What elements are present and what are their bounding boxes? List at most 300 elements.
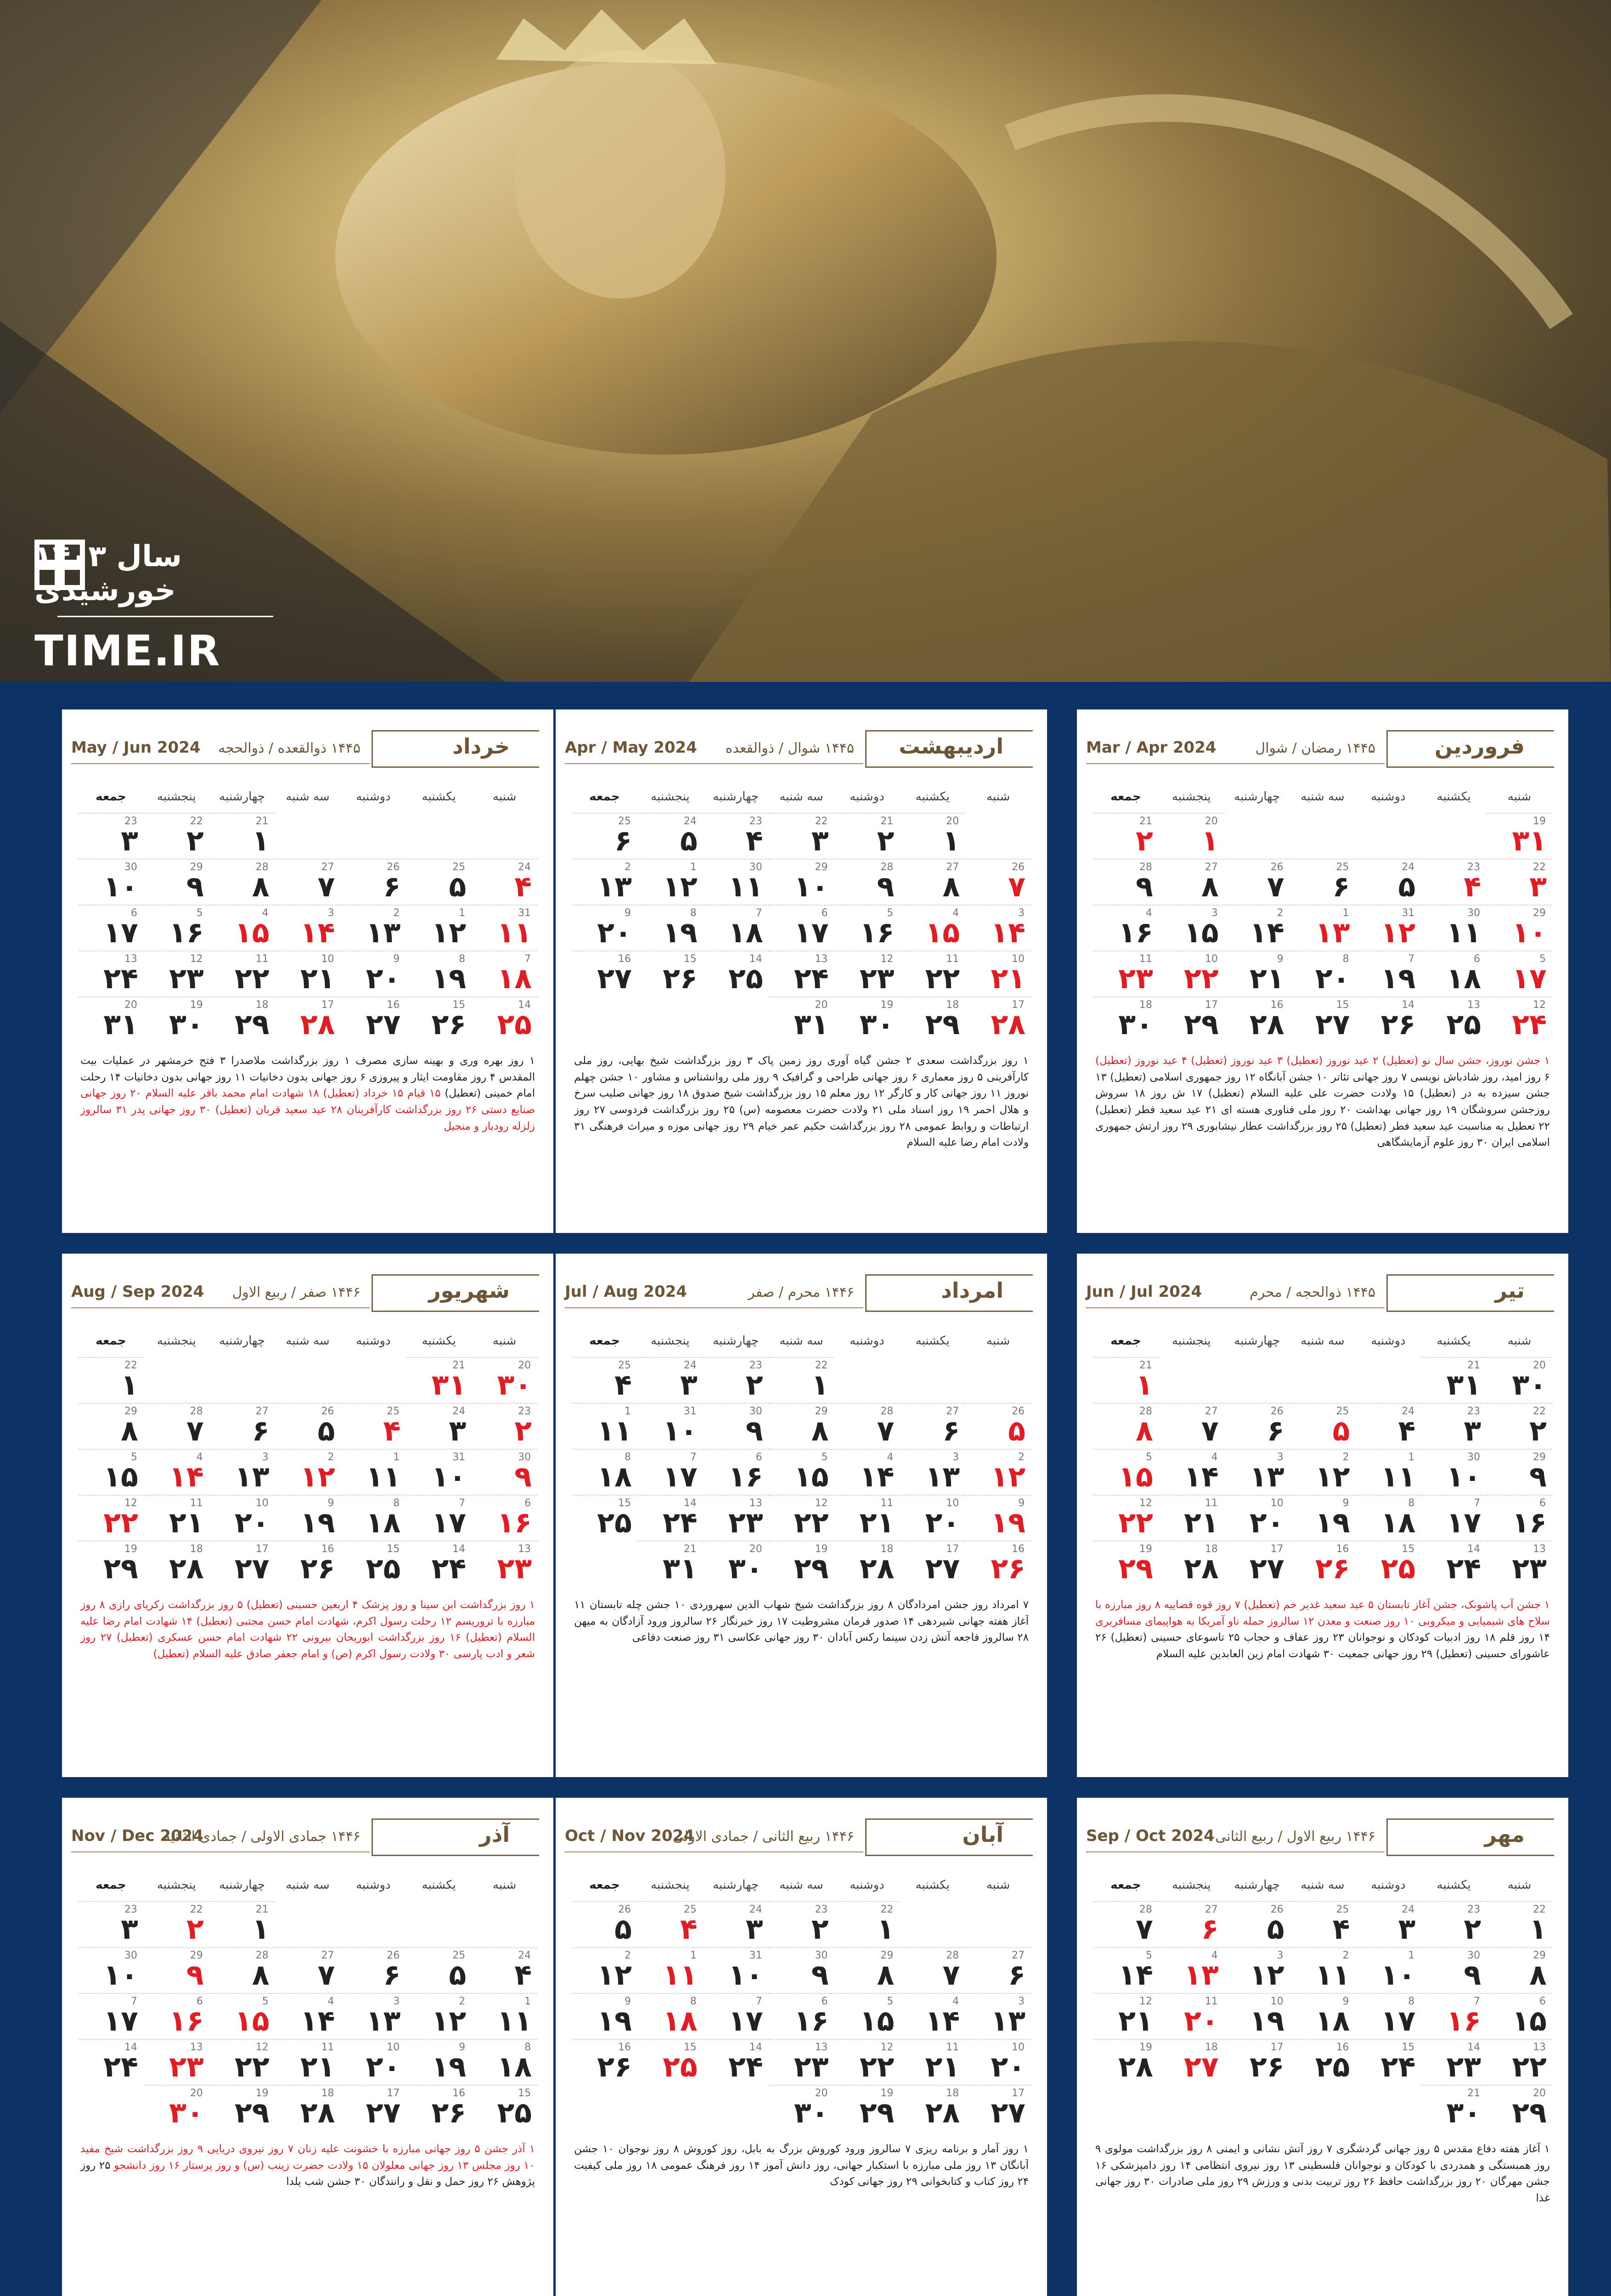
day-cell[interactable] (1421, 905, 1487, 951)
day-cell[interactable] (1487, 1947, 1552, 1994)
day-cell[interactable] (638, 1449, 703, 1496)
day-cell[interactable] (1356, 1947, 1421, 1994)
day-cell[interactable] (769, 1993, 834, 2040)
day-cell[interactable] (1356, 859, 1421, 906)
day-cell[interactable] (1093, 1357, 1159, 1404)
day-cell[interactable] (1093, 2039, 1159, 2086)
day-cell[interactable] (834, 1541, 900, 1587)
day-cell[interactable] (144, 905, 209, 951)
day-cell[interactable] (472, 996, 537, 1043)
day-cell[interactable] (1159, 1403, 1224, 1450)
day-cell[interactable] (966, 2039, 1031, 2086)
gregorian-day: 7 (459, 1497, 466, 1509)
day-cell[interactable] (210, 951, 275, 997)
day-cell[interactable] (1290, 1993, 1355, 2040)
day-cell[interactable] (1290, 1495, 1355, 1542)
day-cell[interactable] (572, 1357, 637, 1404)
day-cell[interactable] (638, 2039, 703, 2086)
day-cell[interactable] (1487, 813, 1552, 860)
day-cell[interactable] (341, 1495, 406, 1542)
day-cell[interactable] (1225, 1449, 1290, 1496)
day-cell[interactable] (572, 859, 637, 906)
day-cell[interactable] (1093, 813, 1159, 860)
day-cell[interactable] (572, 1993, 637, 2040)
day-cell[interactable] (79, 1901, 144, 1948)
day-cell[interactable] (341, 1403, 406, 1450)
day-cell[interactable] (834, 1495, 900, 1542)
day-cell[interactable] (275, 1947, 340, 1994)
day-cell[interactable] (79, 996, 144, 1043)
day-cell[interactable] (1421, 2085, 1487, 2132)
day-cell[interactable] (900, 1993, 965, 2040)
day-cell[interactable] (572, 813, 637, 860)
day-cell[interactable] (900, 1495, 965, 1542)
day-cell[interactable] (834, 1403, 900, 1450)
day-cell[interactable] (769, 1403, 834, 1450)
day-cell[interactable] (144, 859, 209, 906)
solar-day: ۲ (1529, 1414, 1547, 1447)
day-cell[interactable] (144, 2085, 209, 2132)
day-cell[interactable] (638, 1993, 703, 2040)
day-cell[interactable] (341, 1993, 406, 2040)
day-cell[interactable] (900, 1449, 965, 1496)
day-cell[interactable] (1093, 1901, 1159, 1948)
day-cell[interactable] (1225, 1541, 1290, 1587)
day-cell[interactable] (1356, 1901, 1421, 1948)
day-cell[interactable] (638, 1403, 703, 1450)
day-cell[interactable] (769, 1541, 834, 1587)
day-cell[interactable] (638, 951, 703, 997)
day-cell[interactable] (1093, 951, 1159, 997)
day-cell[interactable] (1356, 1403, 1421, 1450)
day-cell[interactable] (900, 1541, 965, 1587)
day-cell[interactable] (900, 2085, 965, 2132)
day-cell[interactable] (472, 1403, 537, 1450)
day-cell[interactable] (704, 2039, 769, 2086)
day-cell[interactable] (144, 1449, 209, 1496)
day-cell[interactable] (638, 1541, 703, 1587)
day-cell[interactable] (638, 859, 703, 906)
day-cell[interactable] (1159, 1495, 1224, 1542)
day-cell[interactable] (472, 1495, 537, 1542)
day-cell[interactable] (1421, 1947, 1487, 1994)
day-cell[interactable] (966, 1993, 1031, 2040)
day-cell[interactable] (144, 1541, 209, 1587)
day-cell[interactable] (1159, 905, 1224, 951)
day-cell[interactable] (1159, 1449, 1224, 1496)
day-cell[interactable] (1356, 951, 1421, 997)
day-cell[interactable] (769, 1449, 834, 1496)
day-cell[interactable] (210, 2039, 275, 2086)
day-cell[interactable] (1290, 859, 1355, 906)
day-cell[interactable] (79, 905, 144, 951)
day-cell[interactable] (1159, 951, 1224, 997)
day-cell[interactable] (572, 1449, 637, 1496)
day-cell[interactable] (704, 859, 769, 906)
day-cell[interactable] (1159, 1993, 1224, 2040)
day-cell[interactable] (1356, 905, 1421, 951)
day-cell[interactable] (144, 813, 209, 860)
day-cell[interactable] (704, 1403, 769, 1450)
day-cell[interactable] (834, 2039, 900, 2086)
day-cell[interactable] (210, 1449, 275, 1496)
day-cell[interactable] (472, 1993, 537, 2040)
gregorian-day: 27 (1205, 1406, 1218, 1417)
day-cell[interactable] (1487, 1541, 1552, 1587)
day-cell[interactable] (1093, 1403, 1159, 1450)
gregorian-day: 15 (518, 2088, 531, 2099)
day-cell[interactable] (1225, 1901, 1290, 1948)
day-cell[interactable] (210, 2085, 275, 2132)
day-cell[interactable] (341, 2039, 406, 2086)
day-cell[interactable] (79, 1449, 144, 1496)
day-cell[interactable] (1421, 1403, 1487, 1450)
gregorian-day: 10 (1270, 1497, 1284, 1509)
day-cell[interactable] (275, 951, 340, 997)
day-cell[interactable] (210, 905, 275, 951)
day-cell[interactable] (834, 813, 900, 860)
day-cell[interactable] (1225, 2039, 1290, 2086)
day-cell[interactable] (1159, 996, 1224, 1043)
day-cell[interactable] (769, 1357, 834, 1404)
day-cell[interactable] (769, 951, 834, 997)
day-cell[interactable] (572, 1901, 637, 1948)
day-cell[interactable] (834, 2085, 900, 2132)
solar-day: ۲۷ (1249, 1552, 1284, 1585)
day-cell[interactable] (572, 1947, 637, 1994)
day-cell[interactable] (769, 1901, 834, 1948)
day-cell[interactable] (572, 1403, 637, 1450)
day-cell[interactable] (144, 2039, 209, 2086)
day-cell[interactable] (275, 2085, 340, 2132)
day-cell[interactable] (341, 1449, 406, 1496)
day-cell[interactable] (210, 1541, 275, 1587)
day-cell[interactable] (1290, 996, 1355, 1043)
day-cell[interactable] (834, 996, 900, 1043)
day-cell[interactable] (1421, 951, 1487, 997)
day-cell[interactable] (638, 1357, 703, 1404)
day-cell[interactable] (769, 905, 834, 951)
day-cell[interactable] (341, 996, 406, 1043)
day-cell[interactable] (406, 1449, 472, 1496)
day-cell[interactable] (144, 951, 209, 997)
day-cell[interactable] (834, 1449, 900, 1496)
day-cell[interactable] (79, 1947, 144, 1994)
day-cell[interactable] (79, 951, 144, 997)
day-cell[interactable] (638, 905, 703, 951)
day-cell[interactable] (1421, 996, 1487, 1043)
day-cell[interactable] (572, 951, 637, 997)
hijri-months: ۱۴۴۶ محرم / صفر (748, 1284, 854, 1300)
day-cell[interactable] (704, 1901, 769, 1948)
day-cell[interactable] (406, 1541, 472, 1587)
day-cell[interactable] (472, 1449, 537, 1496)
gregorian-day: 12 (190, 953, 203, 965)
day-cell[interactable] (1421, 1357, 1487, 1404)
day-cell[interactable] (572, 1495, 637, 1542)
day-cell[interactable] (1421, 1901, 1487, 1948)
day-cell[interactable] (834, 1901, 900, 1948)
day-cell[interactable] (210, 1947, 275, 1994)
day-cell[interactable] (638, 1947, 703, 1994)
day-cell[interactable] (1093, 1947, 1159, 1994)
day-cell[interactable] (1487, 2085, 1552, 2132)
day-cell[interactable] (1487, 951, 1552, 997)
day-cell[interactable] (1225, 1947, 1290, 1994)
day-cell[interactable] (704, 813, 769, 860)
day-cell[interactable] (900, 859, 965, 906)
day-cell[interactable] (834, 859, 900, 906)
day-cell[interactable] (79, 2039, 144, 2086)
day-cell[interactable] (1225, 905, 1290, 951)
day-cell[interactable] (1487, 996, 1552, 1043)
day-cell[interactable] (472, 951, 537, 997)
day-cell[interactable] (1290, 1449, 1355, 1496)
day-cell[interactable] (210, 996, 275, 1043)
day-cell[interactable] (1290, 2039, 1355, 2086)
day-cell[interactable] (834, 905, 900, 951)
day-cell[interactable] (275, 2039, 340, 2086)
day-cell[interactable] (1290, 905, 1355, 951)
day-cell[interactable] (275, 905, 340, 951)
day-cell[interactable] (572, 2039, 637, 2086)
day-cell[interactable] (638, 1495, 703, 1542)
day-cell[interactable] (79, 1541, 144, 1587)
day-cell[interactable] (1356, 2039, 1421, 2086)
day-cell[interactable] (834, 1947, 900, 1994)
day-cell[interactable] (472, 905, 537, 951)
day-cell[interactable] (966, 2085, 1031, 2132)
day-cell[interactable] (144, 1901, 209, 1948)
day-cell[interactable] (966, 1449, 1031, 1496)
day-cell[interactable] (1290, 1403, 1355, 1450)
day-cell[interactable] (79, 1993, 144, 2040)
day-cell[interactable] (472, 1541, 537, 1587)
day-cell[interactable] (638, 813, 703, 860)
day-cell[interactable] (900, 813, 965, 860)
day-cell[interactable] (144, 1947, 209, 1994)
day-cell[interactable] (1159, 1947, 1224, 1994)
day-cell[interactable] (341, 905, 406, 951)
day-cell[interactable] (1159, 859, 1224, 906)
solar-day: ۱۱ (1380, 1460, 1416, 1493)
day-cell[interactable] (900, 1947, 965, 1994)
day-cell[interactable] (769, 2085, 834, 2132)
day-cell[interactable] (144, 1403, 209, 1450)
solar-day: ۲۳ (1446, 2050, 1481, 2083)
day-cell[interactable] (704, 1495, 769, 1542)
weekday-label: جمعه (96, 1334, 126, 1348)
day-cell[interactable] (210, 859, 275, 906)
day-cell[interactable] (966, 905, 1031, 951)
day-cell[interactable] (1093, 1495, 1159, 1542)
day-cell[interactable] (1159, 2039, 1224, 2086)
day-cell[interactable] (900, 996, 965, 1043)
day-cell[interactable] (1093, 905, 1159, 951)
day-cell[interactable] (966, 1403, 1031, 1450)
days-grid (1093, 1901, 1552, 2131)
day-cell[interactable] (1356, 996, 1421, 1043)
day-cell[interactable] (769, 2039, 834, 2086)
solar-day: ۷ (942, 1958, 960, 1992)
day-cell[interactable] (769, 859, 834, 906)
day-cell[interactable] (1290, 1947, 1355, 1994)
day-cell[interactable] (1487, 1993, 1552, 2040)
day-cell[interactable] (144, 1495, 209, 1542)
day-cell[interactable] (704, 905, 769, 951)
day-cell[interactable] (704, 1449, 769, 1496)
day-cell[interactable] (1225, 996, 1290, 1043)
day-cell[interactable] (472, 2085, 537, 2132)
day-cell[interactable] (275, 1495, 340, 1542)
day-cell[interactable] (210, 1495, 275, 1542)
day-cell[interactable] (406, 1993, 472, 2040)
day-cell[interactable] (79, 813, 144, 860)
day-cell[interactable] (1225, 859, 1290, 906)
day-cell[interactable] (144, 996, 209, 1043)
day-cell[interactable] (472, 2039, 537, 2086)
day-cell[interactable] (966, 859, 1031, 906)
day-cell[interactable] (1487, 1357, 1552, 1404)
header-underline (565, 1851, 863, 1852)
day-cell[interactable] (79, 859, 144, 906)
day-cell[interactable] (1487, 2039, 1552, 2086)
day-cell[interactable] (406, 2039, 472, 2086)
day-cell[interactable] (79, 1495, 144, 1542)
day-cell[interactable] (1421, 1495, 1487, 1542)
weekday-row (572, 790, 1031, 808)
day-cell[interactable] (1093, 859, 1159, 906)
day-cell[interactable] (966, 996, 1031, 1043)
day-cell[interactable] (1421, 2039, 1487, 2086)
day-cell[interactable] (704, 1541, 769, 1587)
day-cell[interactable] (966, 1541, 1031, 1587)
gregorian-day: 25 (452, 861, 466, 873)
day-cell[interactable] (1225, 1403, 1290, 1450)
day-cell[interactable] (341, 2085, 406, 2132)
day-cell[interactable] (1487, 905, 1552, 951)
day-cell[interactable] (472, 859, 537, 906)
day-cell[interactable] (341, 951, 406, 997)
day-cell[interactable] (1093, 1449, 1159, 1496)
day-cell[interactable] (638, 1901, 703, 1948)
day-cell[interactable] (406, 1357, 472, 1404)
day-cell[interactable] (769, 996, 834, 1043)
day-cell[interactable] (210, 813, 275, 860)
day-cell[interactable] (1487, 1495, 1552, 1542)
day-cell[interactable] (704, 1357, 769, 1404)
day-cell[interactable] (275, 996, 340, 1043)
day-cell[interactable] (966, 1495, 1031, 1542)
day-cell[interactable] (966, 1947, 1031, 1994)
day-cell[interactable] (900, 2039, 965, 2086)
day-cell[interactable] (1093, 1541, 1159, 1587)
day-cell[interactable] (1356, 1449, 1421, 1496)
day-cell[interactable] (1093, 996, 1159, 1043)
day-cell[interactable] (275, 1449, 340, 1496)
days-grid (78, 813, 537, 1042)
day-cell[interactable] (1487, 1449, 1552, 1496)
day-cell[interactable] (704, 1993, 769, 2040)
day-cell[interactable] (704, 951, 769, 997)
day-cell[interactable] (1421, 1541, 1487, 1587)
day-cell[interactable] (1290, 1541, 1355, 1587)
gregorian-day: 8 (1342, 953, 1349, 965)
day-cell[interactable] (79, 1403, 144, 1450)
day-cell[interactable] (144, 1993, 209, 2040)
day-cell[interactable] (1356, 1541, 1421, 1587)
day-cell[interactable] (472, 1357, 537, 1404)
gregorian-day: 22 (190, 816, 203, 827)
day-cell[interactable] (406, 951, 472, 997)
gregorian-day: 7 (524, 953, 531, 965)
day-cell[interactable] (1487, 1403, 1552, 1450)
day-cell[interactable] (472, 1947, 537, 1994)
day-cell[interactable] (769, 1495, 834, 1542)
day-cell[interactable] (406, 996, 472, 1043)
day-cell[interactable] (769, 1947, 834, 1994)
day-cell[interactable] (1159, 1901, 1224, 1948)
solar-day: ۱۲ (597, 1958, 632, 1992)
day-cell[interactable] (769, 813, 834, 860)
day-cell[interactable] (210, 1901, 275, 1948)
day-cell[interactable] (275, 859, 340, 906)
day-cell[interactable] (210, 1993, 275, 2040)
day-cell[interactable] (406, 1495, 472, 1542)
day-cell[interactable] (1421, 859, 1487, 906)
day-cell[interactable] (704, 1947, 769, 1994)
day-cell[interactable] (1159, 813, 1224, 860)
day-cell[interactable] (406, 1403, 472, 1450)
day-cell[interactable] (1356, 1495, 1421, 1542)
day-cell[interactable] (275, 1993, 340, 2040)
day-cell[interactable] (341, 859, 406, 906)
day-cell[interactable] (1093, 1993, 1159, 2040)
day-cell[interactable] (900, 1403, 965, 1450)
day-cell[interactable] (900, 905, 965, 951)
weekday-label: چهارشنبه (1234, 790, 1280, 804)
day-cell[interactable] (1290, 951, 1355, 997)
day-cell[interactable] (834, 1993, 900, 2040)
day-cell[interactable] (210, 1403, 275, 1450)
day-cell[interactable] (1421, 1993, 1487, 2040)
day-cell[interactable] (572, 905, 637, 951)
day-cell[interactable] (1159, 1541, 1224, 1587)
day-cell[interactable] (900, 951, 965, 997)
day-cell[interactable] (341, 1541, 406, 1587)
day-cell[interactable] (275, 1541, 340, 1587)
day-cell[interactable] (966, 951, 1031, 997)
day-cell[interactable] (1225, 951, 1290, 997)
day-cell[interactable] (1356, 1993, 1421, 2040)
day-cell[interactable] (1487, 859, 1552, 906)
day-cell[interactable] (341, 1947, 406, 1994)
day-cell[interactable] (834, 951, 900, 997)
day-cell[interactable] (406, 905, 472, 951)
day-cell[interactable] (275, 1403, 340, 1450)
solar-day: ۱ (252, 1912, 270, 1946)
day-cell[interactable] (1487, 1901, 1552, 1948)
day-cell[interactable] (406, 1947, 472, 1994)
day-cell[interactable] (1225, 1495, 1290, 1542)
gregorian-day: 13 (1467, 999, 1481, 1011)
day-cell[interactable] (406, 859, 472, 906)
day-cell[interactable] (1225, 1993, 1290, 2040)
day-cell[interactable] (406, 2085, 472, 2132)
day-cell[interactable] (1421, 1449, 1487, 1496)
day-cell[interactable] (79, 1357, 144, 1404)
day-cell[interactable] (1290, 1901, 1355, 1948)
